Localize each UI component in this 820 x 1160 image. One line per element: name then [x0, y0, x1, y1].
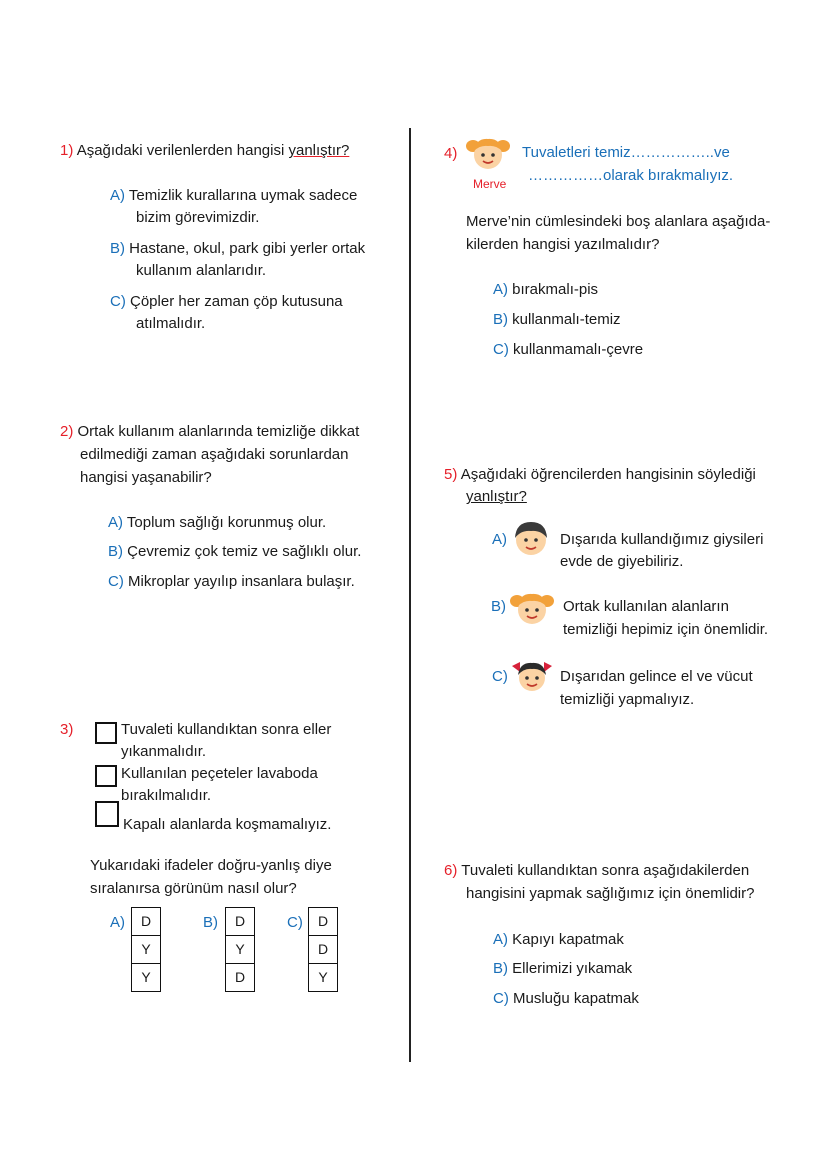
question-3-option-b-letter[interactable]: B)	[203, 914, 218, 931]
question-6-option-a[interactable]: A) Kapıyı kapatmak	[493, 931, 624, 948]
question-2-option-a[interactable]: A) Toplum sağlığı korunmuş olur.	[108, 514, 327, 531]
question-1-option-c[interactable]: C) Çöpler her zaman çöp kutusuna	[110, 293, 343, 310]
question-5-prompt: 5) Aşağıdaki öğrencilerden hangisinin söylediği	[444, 466, 756, 483]
question-6-number: 6)	[444, 862, 458, 879]
statement-1: Tuvaleti kullandıktan sonra eller	[121, 721, 332, 738]
question-5-option-b-letter[interactable]: B)	[491, 598, 506, 615]
statement-2: Kullanılan peçeteler lavaboda	[121, 765, 318, 782]
question-1-prompt: 1) Aşağıdaki verilenlerden hangisi yanlıştır?	[60, 142, 350, 159]
statement-3: Kapalı alanlarda koşmamalıyız.	[123, 816, 332, 833]
question-5-option-a-letter[interactable]: A)	[492, 531, 507, 548]
question-2-option-c[interactable]: C) Mikroplar yayılıp insanlara bulaşır.	[108, 573, 355, 590]
question-3-option-b-table[interactable]: D Y D	[225, 907, 255, 992]
question-3-number: 3)	[60, 721, 74, 738]
question-4-option-c[interactable]: C) kullanmamalı-çevre	[493, 341, 644, 358]
question-3-option-a-letter[interactable]: A)	[110, 914, 125, 931]
question-1-option-a[interactable]: A) Temizlik kurallarına uymak sadece	[110, 187, 358, 204]
statement-3-checkbox[interactable]	[95, 801, 119, 827]
question-2-number: 2)	[60, 423, 74, 440]
question-4-option-b[interactable]: B) kullanmalı-temiz	[493, 311, 621, 328]
question-2-prompt: 2) Ortak kullanım alanlarında temizliğe dikkat	[60, 423, 360, 440]
question-2-option-b[interactable]: B) Çevremiz çok temiz ve sağlıklı olur.	[108, 543, 362, 560]
question-5-option-c[interactable]: Dışarıdan gelince el ve vücut	[560, 668, 753, 685]
question-1-emphasis: yanlıştır?	[288, 142, 350, 159]
girl-avatar-icon	[510, 589, 554, 629]
statement-1-checkbox[interactable]	[95, 722, 117, 744]
question-3-option-c-table[interactable]: D D Y	[308, 907, 338, 992]
girl-with-bows-avatar-icon	[510, 658, 554, 696]
question-1-option-b[interactable]: B) Hastane, okul, park gibi yerler ortak	[110, 240, 366, 257]
column-divider	[409, 128, 411, 1062]
girl-avatar-icon	[466, 134, 510, 174]
question-6-prompt: 6) Tuvaleti kullandıktan sonra aşağıdakilerden	[444, 862, 750, 879]
question-3-option-c-letter[interactable]: C)	[287, 914, 303, 931]
question-5-emphasis: yanlıştır?	[466, 488, 527, 505]
question-3-option-a-table[interactable]: D Y Y	[131, 907, 161, 992]
question-5-option-c-letter[interactable]: C)	[492, 668, 508, 685]
question-4-option-a[interactable]: A) bırakmalı-pis	[493, 281, 599, 298]
question-1-number: 1)	[60, 142, 74, 159]
question-6-option-b[interactable]: B) Ellerimizi yıkamak	[493, 960, 633, 977]
question-4-number: 4)	[444, 145, 458, 162]
speaker-name: Merve	[473, 177, 507, 191]
question-4-prompt: Merve’nin cümlesindeki boş alanlara aşağıda-	[466, 213, 771, 230]
question-5-number: 5)	[444, 466, 458, 483]
question-5-option-b[interactable]: Ortak kullanılan alanların	[563, 598, 729, 615]
question-3-prompt: Yukarıdaki ifadeler doğru-yanlış diye	[90, 857, 332, 874]
statement-2-checkbox[interactable]	[95, 765, 117, 787]
question-6-option-c[interactable]: C) Musluğu kapatmak	[493, 990, 639, 1007]
question-5-option-a[interactable]: Dışarıda kullandığımız giysileri	[560, 531, 764, 548]
boy-avatar-icon	[511, 518, 551, 558]
speech-line-2: ……………olarak bırakmalıyız.	[528, 167, 734, 184]
speech-line-1: Tuvaletleri temiz……………..ve	[522, 144, 730, 161]
